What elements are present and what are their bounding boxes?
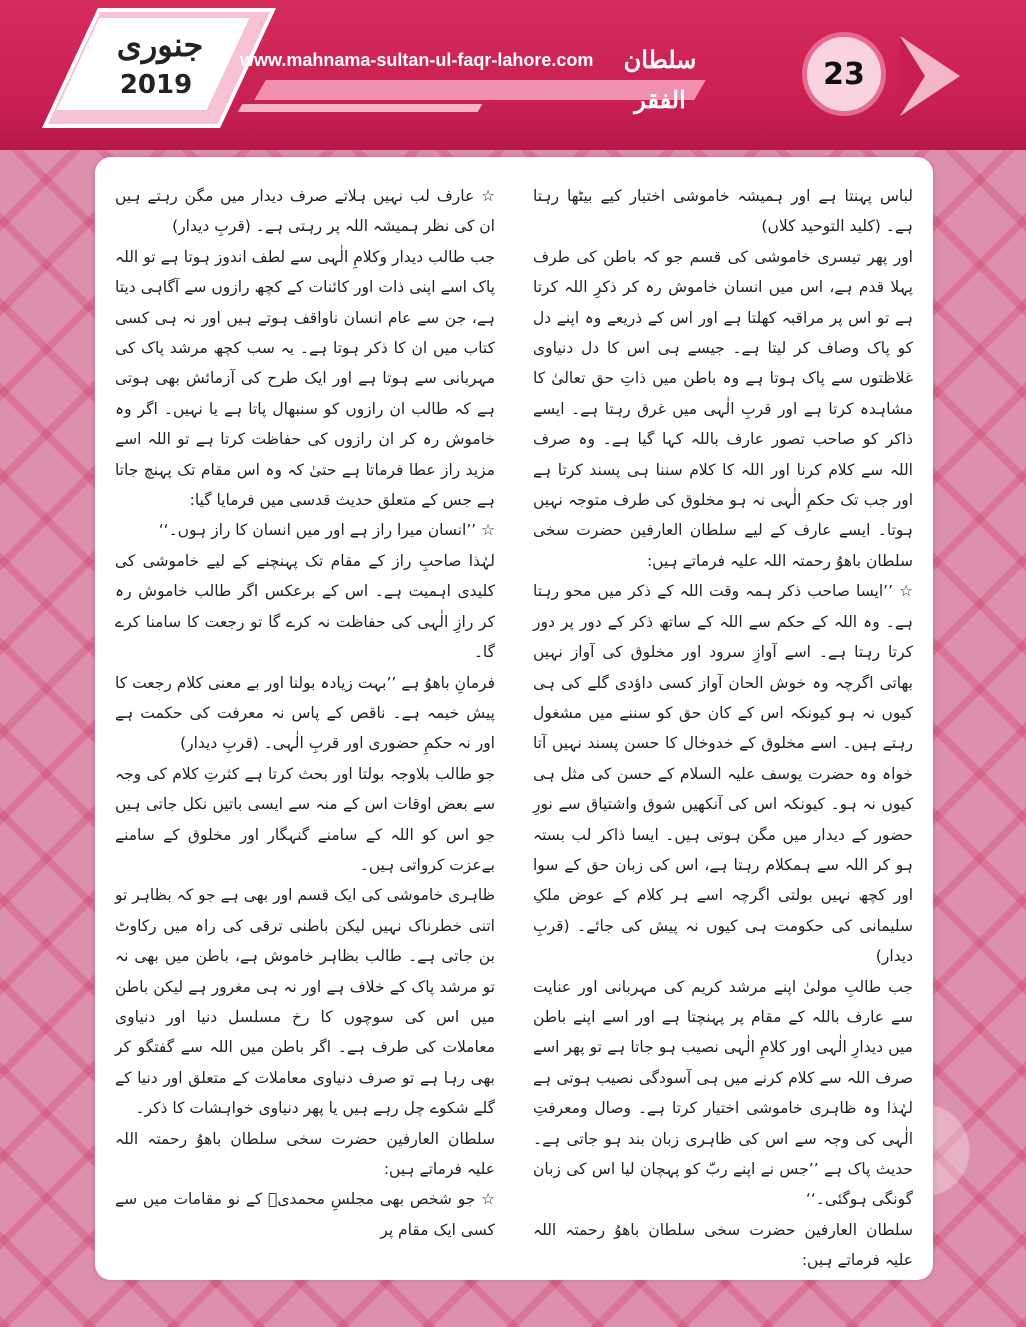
issue-year: 2019 bbox=[119, 70, 193, 100]
paragraph: جب طالبِ مولیٰ اپنے مرشد کریم کی مہربانی اور عنایت سے عارف باللہ کے مقام پر پہنچتا ہے اور اسے اپنے باطن میں دیدارِ الٰہی اور کلامِ الٰہی نصیب ہو جاتا ہے تو پھر اسے صرف اللہ سے کلام کرنے میں ہی آسودگی نصیب ہوتی ہے لہٰذا وہ ظاہری خاموشی اختیار کرتا ہے۔ وصال ومعرفتِ الٰہی کی وجہ سے اس کی ظاہری زبان بند ہو جاتی ہے۔ حدیث پاک ہے ’’جس نے اپنے ربّ کو پہچان لیا اس کی زبان گونگی ہوگئی۔‘‘ bbox=[533, 977, 913, 1209]
paragraph: فرمانِ باھوُ ہے ’’بہت زیادہ بولنا اور بے معنی کلام رجعت کا پیش خیمہ ہے۔ ناقص کے پاس نہ معرفت کی حکمت ہے اور نہ حکمِ حضوری اور قربِ الٰہی۔ (قربِ دیدار) bbox=[115, 673, 495, 753]
paragraph: ☆ عارف لب نہیں ہلاتے صرف دیدار میں مگن رہتے ہیں ان کی نظر ہمیشہ اللہ پر رہتی ہے۔ (قربِ دیدار) bbox=[115, 187, 495, 236]
paragraph: سلطان العارفین حضرت سخی سلطان باھوُ رحمتہ اللہ علیہ فرماتے ہیں: bbox=[533, 1220, 913, 1270]
paragraph: جو طالب بلاوجہ بولتا اور بحث کرتا ہے کثرتِ کلام کی وجہ سے بعض اوقات اس کے منہ سے ایسی باتیں نکل جاتی ہیں جو اس کو اللہ کے سامنے گنہگار اور مخلوق کے سامنے بےعزت کرواتی ہیں۔ bbox=[115, 764, 495, 874]
issue-month: جنوری bbox=[116, 26, 204, 64]
arrow-notch bbox=[900, 36, 925, 116]
paragraph: جب طالب دیدار وکلامِ الٰہی سے لطف اندوز ہوتا ہے تو اللہ پاک اسے اپنی ذات اور کائنات کے کچھ رازوں سے آگاہی دیتا ہے، جن سے عام انسان ناواقف ہوتے ہیں اور نہ ہی کسی کتاب میں ان کا ذکر ہوتا ہے۔ یہ سب کچھ مرشد پاک کی مہربانی سے ہوتا ہے اور ایک طرح کی آزمائش بھی ہوتی ہے کہ طالب ان رازوں کو سنبھال پاتا ہے یا نہیں۔ اگر وہ خاموش رہ کر ان رازوں کی حفاظت کرتا ہے تو اللہ اسے مزید راز عطا فرماتا ہے حتیٰ کہ وہ اس مقام تک پہنچ جاتا ہے جس کے متعلق حدیث قدسی میں فرمایا گیا: bbox=[115, 247, 495, 510]
paragraph: ☆ ’’ایسا صاحب ذکر ہمہ وقت اللہ کے ذکر میں محو رہتا ہے۔ وہ اللہ کے حکم سے اللہ کے ساتھ ذکر کے دور پر دور کرتا رہتا ہے۔ اسے آوازِ سرود اور مخلوق کی آواز نہیں بھاتی اگرچہ وہ خوش الحان آواز کسی داؤدی گلے کی ہی کیوں نہ ہو کیونکہ اس کے کان حق کو سننے میں مشغول رہتے ہیں۔ اسے مخلوق کے خدوخال کا حسن پسند نہیں آتا خواہ وہ حضرت یوسف علیہ السلام کے حسن کی مثل ہی کیوں نہ ہو۔ کیونکہ اس کی آنکھیں شوق واشتیاق سے نورِ حضور کے دیدار میں مگن ہوتی ہیں۔ ایسا ذاکر لب بستہ ہو کر اللہ سے ہمکلام رہتا ہے، اس کی زبان حق کے سوا اور کچھ نہیں بولتی اگرچہ اسے ہر کلام کے عوض ملکِ سلیمانی کی حکومت ہی کیوں نہ پیش کی جائے۔ (قربِ دیدار) bbox=[533, 582, 913, 966]
page-number: 23 bbox=[802, 32, 886, 116]
article-body bbox=[95, 157, 933, 1280]
column-right bbox=[533, 181, 913, 1276]
paragraph: سلطان العارفین حضرت سخی سلطان باھوُ رحمتہ اللہ علیہ فرماتے ہیں: bbox=[115, 1129, 495, 1178]
paragraph: ظاہری خاموشی کی ایک قسم اور بھی ہے جو کہ بظاہر تو اتنی خطرناک نہیں لیکن باطنی ترقی کی راہ میں رکاوٹ بن جاتی ہے۔ طالب بظاہر خاموش ہے، باطن میں بھی نہ تو مرشد پاک کے خلاف ہے اور نہ ہی مغرور ہے لیکن باطن میں اس کی سوچوں کا رخ مسلسل دنیا اور دنیاوی معاملات کی طرف ہے۔ اگر باطن میں اللہ سے گفتگو کر بھی رہا ہے تو صرف دنیاوی معاملات کے متعلق اور دنیا کے گلے شکوے چل رہے ہیں یا پھر دنیاوی خواہشات کا ذکر۔ bbox=[115, 886, 495, 1118]
header-stripe-thin bbox=[238, 104, 483, 112]
paragraph: اور پھر تیسری خاموشی کی قسم جو کہ باطن کی طرف پہلا قدم ہے، اس میں انسان خاموش رہ کر ذکرِ اللہ کرتا ہے تو اس پر مراقبہ کھلتا ہے اور اس کے ذریعے وہ اپنے دل کو پاک وصاف کر لیتا ہے۔ جیسے ہی اس کا دل دنیاوی غلاظتوں سے پاک ہوتا ہے وہ باطن میں ذاتِ حق تعالیٰ کا مشاہدہ کرتا ہے اور قربِ الٰہی میں غرق رہتا ہے۔ ایسے ذاکر کو صاحب تصور عارف باللہ کہا گیا ہے۔ وہ صرف اللہ سے کلام کرنا اور اللہ کا کلام سننا ہی پسند کرتا ہے اور جب تک حکمِ الٰہی نہ ہو مخلوق کی طرف متوجہ نہیں ہوتا۔ ایسے عارف کے لیے سلطان العارفین حضرت سخی سلطان باھوُ رحمتہ اللہ علیہ فرماتے ہیں: bbox=[533, 247, 913, 570]
paragraph: لباس پہنتا ہے اور ہمیشہ خاموشی اختیار کیے بیٹھا رہتا ہے۔ (کلید التوحید کلاں) bbox=[533, 187, 913, 236]
column-left bbox=[115, 181, 495, 1245]
magazine-logo: سلطان الفقر bbox=[623, 45, 697, 114]
page-header bbox=[0, 0, 1026, 150]
paragraph: لہٰذا صاحبِ راز کے مقام تک پہنچنے کے لیے خاموشی کی کلیدی اہمیت ہے۔ اس کے برعکس اگر طالب خاموش رہ کر رازِ الٰہی کی حفاظت نہ کرے گا تو رجعت کا سامنا کرے گا۔ bbox=[115, 551, 495, 662]
website-url: www.mahnama-sultan-ul-faqr-lahore.com bbox=[240, 50, 594, 70]
paragraph: ☆ ’’انسان میرا راز ہے اور میں انسان کا راز ہوں۔‘‘ bbox=[158, 521, 495, 540]
paragraph: ☆ جو شخص بھی مجلسِ محمدیؐ کے نو مقامات میں سے کسی ایک مقام پر bbox=[115, 1190, 495, 1239]
